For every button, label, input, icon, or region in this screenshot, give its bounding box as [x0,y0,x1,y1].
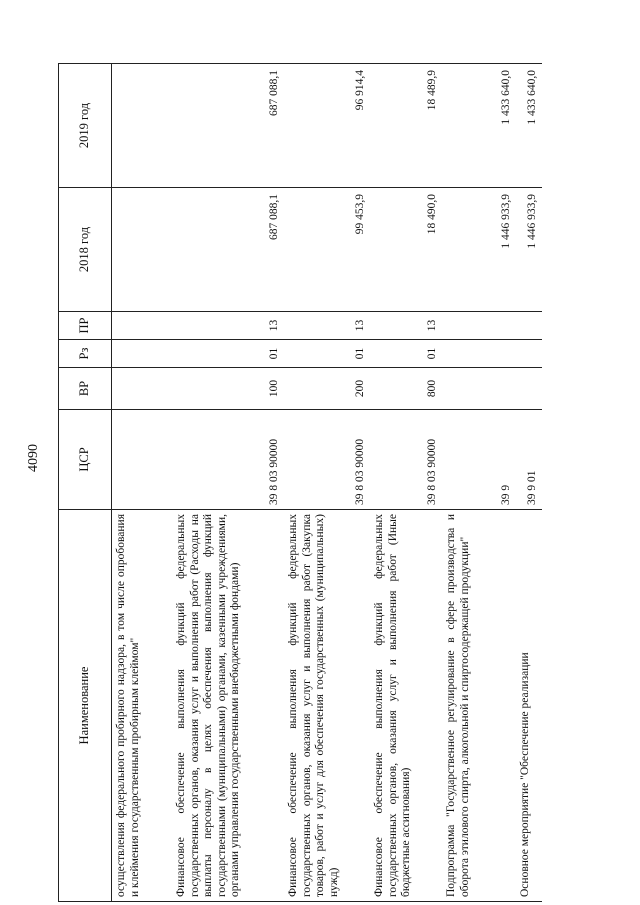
table-row [172,64,284,902]
table-row [112,64,173,902]
row-2018: 687 088,1 [172,188,284,312]
table-row [442,64,516,902]
row-name: Подпрограмма "Государственное регулирование в сфере производства и оборота этилового спирта, алкогольной и спиртосодержащей продукции" [442,510,516,902]
table-row [516,64,542,902]
row-rz [516,340,542,368]
row-vr [516,368,542,410]
row-vr: 800 [370,368,442,410]
row-pr: 13 [370,312,442,340]
row-vr: 200 [284,368,370,410]
row-csr: 39 8 03 90000 [284,410,370,510]
header-2018: 2018 год [59,188,112,312]
table-row [370,64,442,902]
row-csr: 39 9 01 [516,410,542,510]
page-number: 4090 [26,444,41,472]
row-rz [442,340,516,368]
row-csr [112,410,173,510]
row-rz: 01 [370,340,442,368]
row-pr [112,312,173,340]
table-header-row [59,64,112,902]
row-2018: 18 490,0 [370,188,442,312]
row-2019: 687 088,1 [172,64,284,188]
row-pr: 13 [172,312,284,340]
header-name: Наименование [59,510,112,902]
header-pr: ПР [59,312,112,340]
row-pr [442,312,516,340]
row-2018: 1 446 933,9 [516,188,542,312]
row-2019: 1 433 640,0 [442,64,516,188]
budget-table [58,63,542,902]
row-name: осуществления федерального пробирного надзора, в том числе опробования и клеймения государственным пробирным клеймом" [112,510,173,902]
row-csr: 39 8 03 90000 [172,410,284,510]
row-rz: 01 [172,340,284,368]
row-2019: 96 914,4 [284,64,370,188]
header-csr: ЦСР [59,410,112,510]
row-2018 [112,188,173,312]
row-pr: 13 [284,312,370,340]
header-rz: Рз [59,340,112,368]
row-vr [112,368,173,410]
header-2019: 2019 год [59,64,112,188]
row-rz [112,340,173,368]
row-name: Финансовое обеспечение выполнения функций федеральных государственных органов, оказания услуг и выполнения работ (Закупка товаров, работ и услуг для обеспечения государственных (муниципальных) нужд) [284,510,370,902]
row-csr: 39 8 03 90000 [370,410,442,510]
row-2018: 1 446 933,9 [442,188,516,312]
row-2019 [112,64,173,188]
row-vr [442,368,516,410]
row-name: Основное мероприятие "Обеспечение реализации [516,510,542,902]
row-2019: 1 433 640,0 [516,64,542,188]
row-name: Финансовое обеспечение выполнения функций федеральных государственных органов, оказания услуг и выполнения работ (Иные бюджетные ассигнования) [370,510,442,902]
header-vr: ВР [59,368,112,410]
row-rz: 01 [284,340,370,368]
row-vr: 100 [172,368,284,410]
row-csr: 39 9 [442,410,516,510]
row-2019: 18 489,9 [370,64,442,188]
budget-table-container [58,64,598,902]
row-pr [516,312,542,340]
table-row [284,64,370,902]
row-name: Финансовое обеспечение выполнения функций федеральных государственных органов, оказания услуг и выполнения работ (Расходы на выплаты персоналу в целях обеспечения выполнения функций государственными (муниципальными) органами, казенными учреждениями, органами управления государственными внебюджетными фондами) [172,510,284,902]
row-2018: 99 453,9 [284,188,370,312]
